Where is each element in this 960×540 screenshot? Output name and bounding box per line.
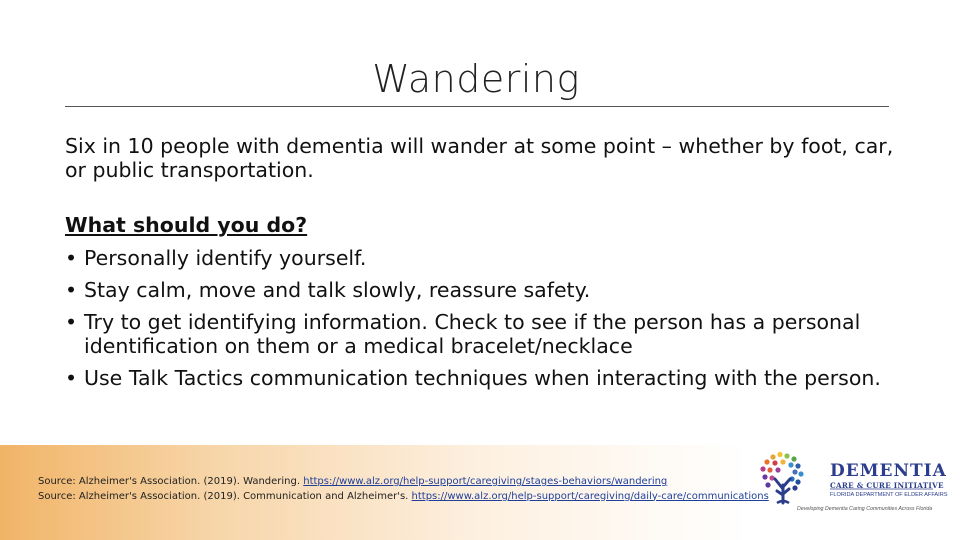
list-item-text: Stay calm, move and talk slowly, reassure safety. — [84, 278, 591, 302]
intro-paragraph: Six in 10 people with dementia will wander at some point – whether by foot, car, or public transportation. — [65, 134, 894, 182]
bullet-marker: • — [65, 366, 78, 390]
list-item — [65, 246, 895, 270]
list-item — [65, 366, 895, 390]
logo-department: FLORIDA DEPARTMENT OF ELDER AFFAIRS — [830, 492, 948, 498]
source-citations — [38, 475, 769, 504]
title-divider — [65, 106, 889, 107]
logo-subtitle: CARE & CURE INITIATIVE — [830, 481, 944, 490]
list-item — [65, 278, 895, 302]
slide-title: Wandering — [372, 57, 580, 101]
logo-tagline: Developing Dementia Caring Communities Across Florida — [797, 506, 933, 512]
source-line — [38, 475, 769, 490]
list-item-text: Personally identify yourself. — [84, 246, 367, 270]
source-link[interactable]: https://www.alz.org/help-support/caregiving/daily-care/communications — [411, 490, 769, 502]
list-item — [65, 310, 895, 358]
source-text: Source: Alzheimer's Association. (2019). Wandering. — [38, 476, 304, 487]
source-line — [38, 490, 769, 505]
action-list — [65, 246, 895, 398]
section-heading: What should you do? — [65, 213, 308, 237]
source-text: Source: Alzheimer's Association. (2019). Communication and Alzheimer's. — [38, 490, 412, 502]
bullet-marker: • — [65, 278, 78, 302]
bullet-marker: • — [65, 310, 78, 334]
logo-wordmark: DEMENTIA — [830, 461, 947, 481]
list-item-text: Try to get identifying information. Check to see if the person has a personal identification on them or a medical bracelet/necklace — [84, 310, 861, 358]
tree-icon — [760, 452, 803, 503]
list-item-text: Use Talk Tactics communication techniques when interacting with the person. — [84, 366, 881, 390]
bullet-marker: • — [65, 246, 78, 270]
source-link[interactable]: https://www.alz.org/help-support/caregiving/stages-behaviors/wandering — [303, 476, 668, 487]
